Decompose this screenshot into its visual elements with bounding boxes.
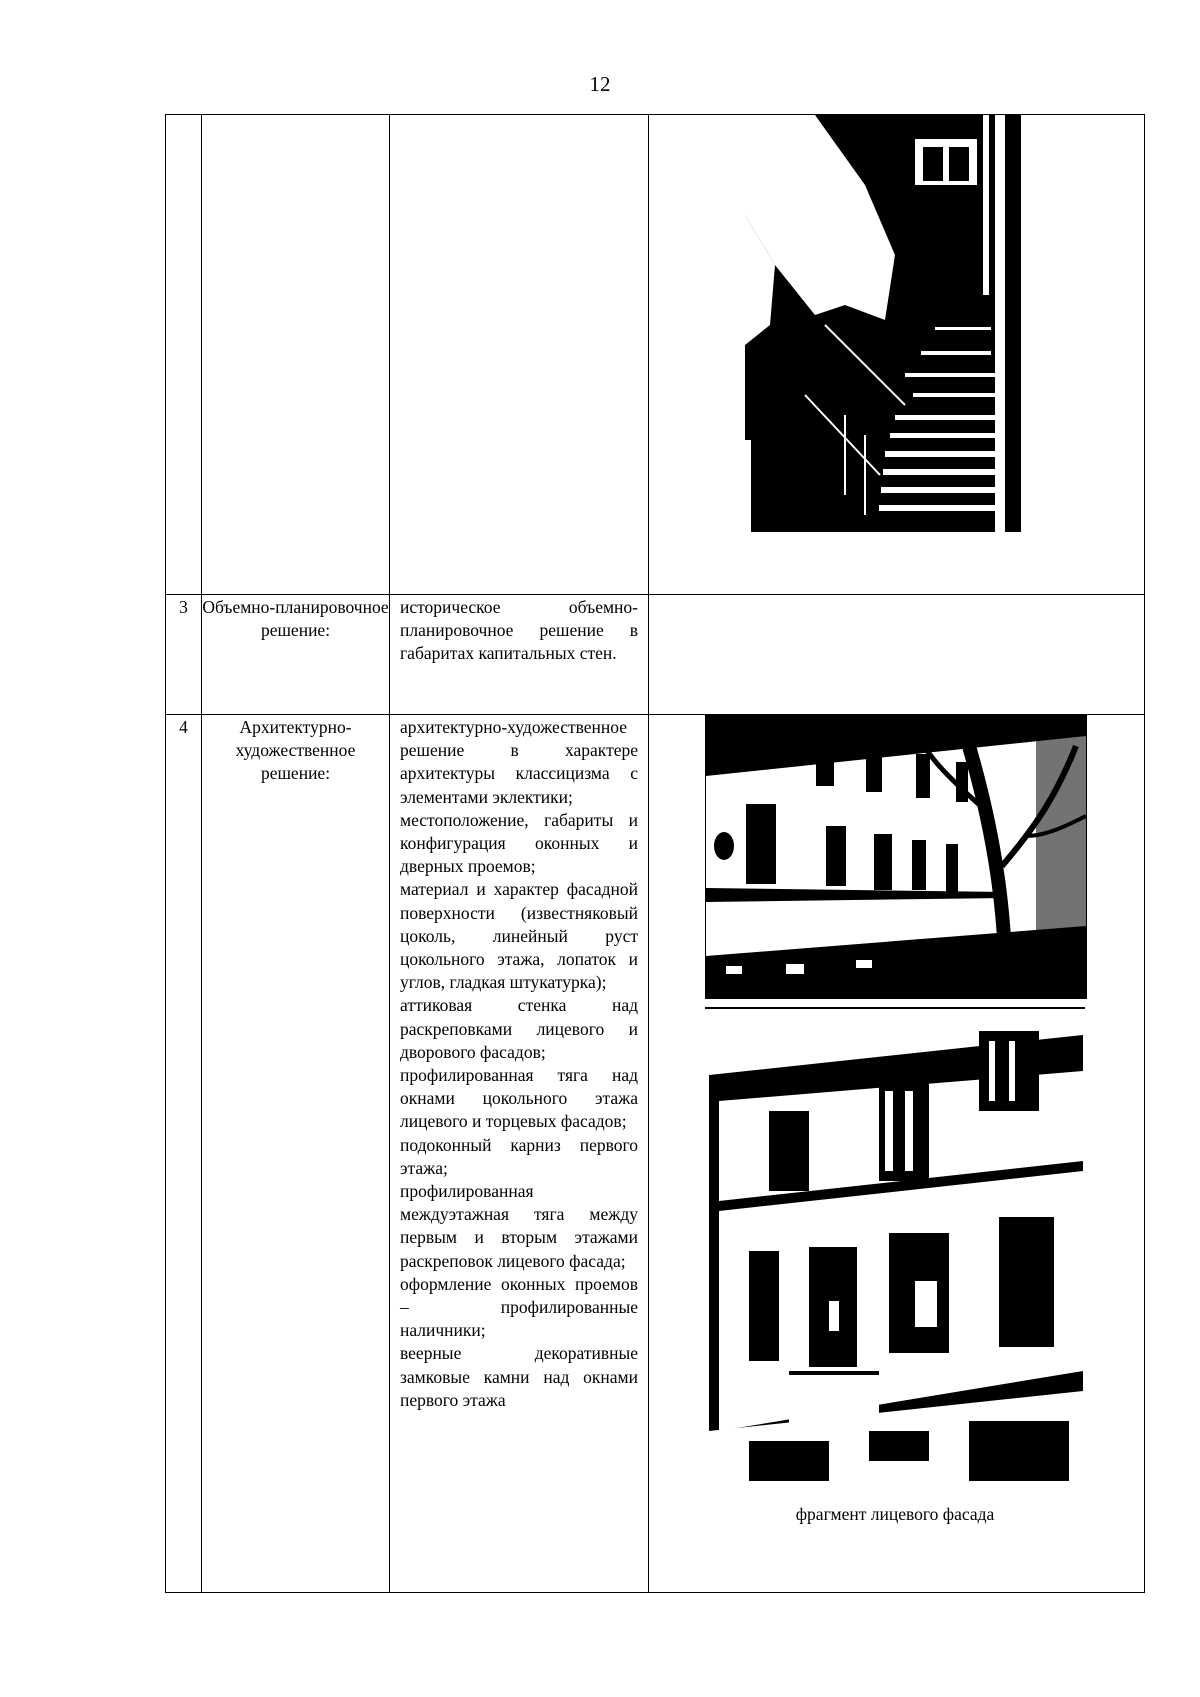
row-number-cell: 3 xyxy=(166,595,202,715)
desc-item: профилированная междуэтажная тяга между первым и вторым этажами раскреповок лицевого фасада; xyxy=(400,1181,638,1271)
page-number: 12 xyxy=(589,72,611,96)
row-desc-cell xyxy=(390,115,649,595)
row-image-cell xyxy=(649,715,1145,1593)
row-image-cell xyxy=(649,595,1145,715)
table-row xyxy=(166,115,1145,595)
photo-caption: фрагмент лицевого фасада xyxy=(795,1504,995,1524)
desc-item: историческое объемно-планировочное решение в габаритах капитальных стен. xyxy=(400,597,638,664)
desc-item: веерные декоративные замковые камни над окнами первого этажа xyxy=(400,1343,638,1410)
row-number-cell: 4 xyxy=(166,715,202,1593)
desc-item: местоположение, габариты и конфигурация оконных и дверных проемов; xyxy=(400,809,638,877)
table-row xyxy=(166,595,1145,715)
heritage-table xyxy=(165,114,1145,1593)
row-name-cell: Архитектурно-художественное решение: xyxy=(202,715,390,1593)
desc-item: профилированная тяга над окнами цокольного этажа лицевого и торцевых фасадов; xyxy=(400,1065,638,1132)
desc-item: оформление оконных проемов – профилированные наличники; xyxy=(400,1273,638,1341)
desc-item: архитектурно-художественное решение в характере архитектуры классицизма с элементами эклектики; xyxy=(400,717,638,807)
row-image-cell xyxy=(649,115,1145,595)
desc-item: аттиковая стенка над раскреповками лицевого и дворового фасадов; xyxy=(400,995,638,1062)
row-number-cell xyxy=(166,115,202,595)
row-desc-cell xyxy=(390,715,649,1593)
row-name-cell: Объемно-планировочное решение: xyxy=(202,595,390,715)
photo-separator xyxy=(705,1007,1085,1009)
staircase-photo xyxy=(745,115,1021,532)
table-row xyxy=(166,715,1145,1593)
desc-item: материал и характер фасадной поверхности (известняковый цоколь, линейный руст цокольного этажа, лопаток и углов, гладкая штукатурка); xyxy=(400,879,638,993)
row-name-cell xyxy=(202,115,390,595)
desc-item: подоконный карниз первого этажа; xyxy=(400,1134,638,1178)
facade-photo xyxy=(705,715,1087,999)
row-desc-cell xyxy=(390,595,649,715)
facade-fragment-photo xyxy=(709,1011,1083,1495)
